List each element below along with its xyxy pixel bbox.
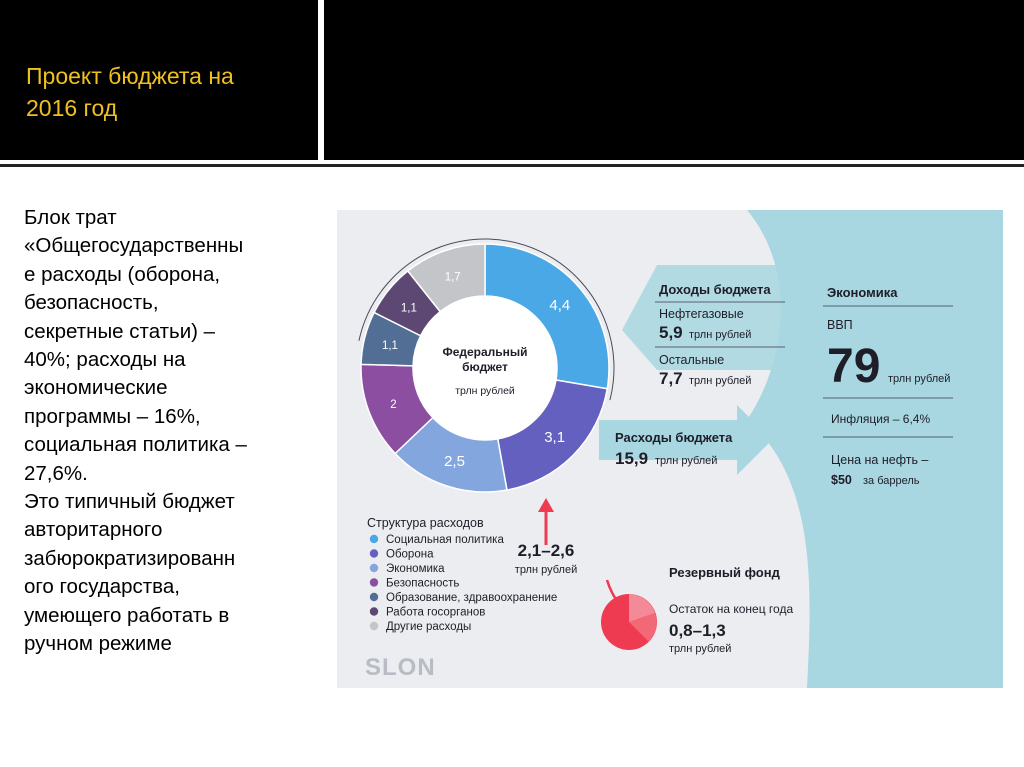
oil-price-label: Цена на нефть – [831, 453, 929, 467]
legend-swatch [370, 607, 378, 615]
income-other-label: Остальные [659, 353, 725, 367]
income-other-value: 7,7 [659, 369, 683, 388]
donut-slice-label: 1,1 [381, 340, 398, 353]
legend-title: Структура расходов [367, 516, 484, 530]
donut-center-title-line: Федеральный [442, 345, 528, 359]
legend-swatch [370, 578, 378, 586]
expenses-value: 15,9 [615, 449, 649, 468]
gdp-value: 79 [827, 340, 881, 393]
legend-label: Оборона [386, 548, 434, 561]
donut-slice-label: 1,7 [444, 271, 461, 284]
legend-label: Другие расходы [386, 621, 472, 633]
legend-swatch [370, 593, 378, 601]
reserve-title: Резервный фонд [669, 565, 780, 580]
slon-logo: SLON [365, 654, 436, 681]
donut-slice-label: 2 [390, 399, 397, 412]
inflation-text: Инфляция – 6,4% [831, 412, 931, 426]
donut-slice-label: 1,1 [400, 302, 417, 315]
slide-title: Проект бюджета на 2016 год [26, 63, 234, 121]
legend-swatch [370, 622, 378, 630]
legend-label: Работа госорганов [386, 606, 486, 619]
legend-swatch [370, 564, 378, 572]
donut-slice-label: 2,5 [444, 453, 465, 471]
legend-swatch [370, 535, 378, 543]
donut-slice-label: 3,1 [544, 428, 566, 446]
donut-slice-label: 4,4 [549, 296, 571, 314]
income-title: Доходы бюджета [659, 282, 771, 297]
expenses-unit: трлн рублей [655, 455, 718, 467]
reserve-unit: трлн рублей [669, 643, 732, 655]
donut-center-title-line: бюджет [462, 360, 508, 374]
income-oilgas-unit: трлн рублей [689, 329, 752, 341]
slide-body-text: Блок трат «Общегосударственны е расходы (оборона, безопасность, секретные статьи) – 40%; расходы на экономические программы – 16%, социальная политика – 27,6%. Это типичный бюджет авторитарного забюрократизированн ого государства, умеющего работать в ручном режиме [24, 206, 247, 656]
income-oilgas-value: 5,9 [659, 323, 683, 342]
deficit-value: 2,1–2,6 [517, 541, 575, 560]
oil-price-value: $50 [831, 473, 852, 487]
header-right-panel [324, 0, 1024, 160]
expenses-title: Расходы бюджета [615, 430, 733, 445]
legend-label: Безопасность [386, 577, 460, 590]
reserve-pie [601, 594, 657, 650]
deficit-unit: трлн рублей [514, 564, 578, 576]
gdp-unit: трлн рублей [888, 373, 951, 385]
reserve-label: Остаток на конец года [669, 602, 794, 616]
budget-infographic [337, 210, 1003, 688]
donut-center-unit: трлн рублей [455, 385, 515, 397]
economy-title: Экономика [827, 285, 898, 300]
header-divider [0, 164, 1024, 167]
gdp-label: ВВП [827, 318, 853, 332]
reserve-value: 0,8–1,3 [669, 621, 726, 640]
oil-price-unit: за баррель [863, 475, 920, 487]
income-other-unit: трлн рублей [689, 375, 752, 387]
legend-label: Социальная политика [386, 534, 504, 546]
legend-label: Экономика [386, 563, 445, 575]
legend-label: Образование, здравоохранение [386, 592, 558, 604]
legend-swatch [370, 549, 378, 557]
income-oilgas-label: Нефтегазовые [659, 307, 744, 321]
